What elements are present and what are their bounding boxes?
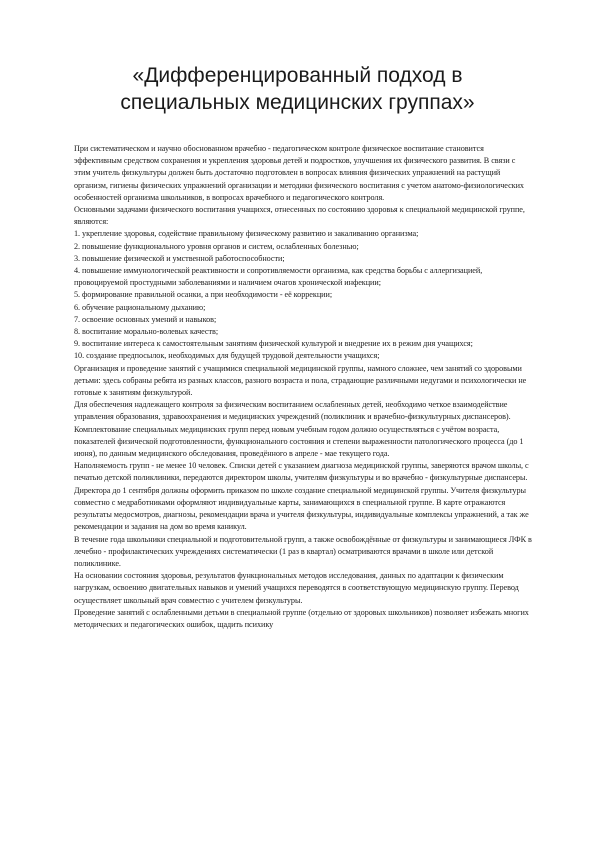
list-item: 6. обучение рациональному дыханию; [74,302,206,312]
list-item: 7. освоение основных умений и навыков; [74,314,217,324]
paragraph: Директора до 1 сентября должны оформить приказом по школе создание специальной медицинской группы. Учителя физкультуры совместно с медработниками оформляют индивидуальные карты, занимающихся в специальной группе. В карте отражаются результаты медосмотров, диагнозы, рекомендации врача и учителя физкультуры, индивидуальные комплексы упражнений, а так же рекомендации и задания на дом во время каникул. [74,485,529,532]
paragraph: На основании состояния здоровья, результатов функциональных методов исследования, данных по адаптации к физическим нагрузкам, освоению двигательных навыков и умений учащихся переводятся в соответствующую медицинскую группу. Перевод осуществляет школьный врач совместно с учителем физкультуры. [74,571,519,605]
list-item: 8. воспитание морально-волевых качеств; [74,327,219,337]
list-item: 9. воспитание интереса к самостоятельным занятиям физической культурой и внедрение их в режим дня учащихся; [74,339,473,349]
list-item: 5. формирование правильной осанки, а при необходимости - её коррекции; [74,290,333,300]
paragraph: Комплектование специальных медицинских групп перед новым учебным годом должно осуществляться с учётом возраста, показателей физической подготовленности, функционального состояния и степени выраженности патологического процесса (до 1 июня), по данным медицинского обследования, проведённого в апреле - мае текущего года. [74,424,524,459]
paragraph: Проведение занятий с ослабленными детьми в специальной группе (отдельно от здоровых школьников) позволяет избежать многих методических и педагогических ошибок, щадить психику [74,607,529,629]
paragraph: Основными задачами физического воспитания учащихся, отнесенных по состоянию здоровья к специальной медицинской группе, являются: [74,205,525,227]
paragraph: Организация и проведение занятий с учащимися специальной медицинской группы, намного сложнее, чем занятий со здоровыми детьми: здесь собраны ребята из разных классов, разного возраста и пола, страдающие различными недугами и психологически не готовые к занятиям физкультурой. [74,363,527,398]
document-body [74,143,532,631]
list-item: 1. укрепление здоровья, содействие правильному физическому развитию и закаливанию организма; [74,229,419,239]
paragraph: Для обеспечения надлежащего контроля за физическим воспитанием ослабленных детей, необходимо четкое взаимодействие управления образования, здравоохранения и медицинских учреждений (поликлиник и врачебно-физкультурных диспансеров). [74,400,511,422]
paragraph: В течение года школьники специальной и подготовительной групп, а также освобождённые от физкультуры и занимающиеся ЛФК в лечебно - профилактических учреждениях систематически (1 раз в квартал) осматриваются врачами в школе или детской поликлинике. [74,534,532,568]
page-title: «Дифференцированный подход в специальных медицинских группах» [120,64,475,114]
list-item: 4. повышение иммунологической реактивности и сопротивляемости организма, как средства борьбы с аллергизацией, провоцируемой простудными заболеваниями и наличием очагов хронической инфекции; [74,266,483,288]
list-item: 2. повышение функционального уровня органов и систем, ослабленных болезнью; [74,241,359,251]
paragraph: Наполняемость групп - не менее 10 человек. Списки детей с указанием диагноза медицинской группы, заверяются врачом школы, с печатью детской поликлиники, передаются директором школы, учителям физкультуры и во врачебно - физкультурные диспансеры. [74,461,529,483]
paragraph: При систематическом и научно обоснованном врачебно - педагогическом контроле физическое воспитание становится эффективным средством сохранения и укрепления здоровья детей и подростков, улучшения их физического развития. В связи с этим учитель физкультуры должен быть достаточно подготовлен в вопросах влияния физических упражнений на растущий организм, гигиены физических упражнений организации и методики физического воспитания с учетом анатомо-физиологических особенностей организма школьников, в вопросах врачебного и педагогического контроля. [74,144,524,202]
list-item: 3. повышение физической и умственной работоспособности; [74,253,285,263]
list-item: 10. создание предпосылок, необходимых для будущей трудовой деятельности учащихся; [74,351,380,361]
